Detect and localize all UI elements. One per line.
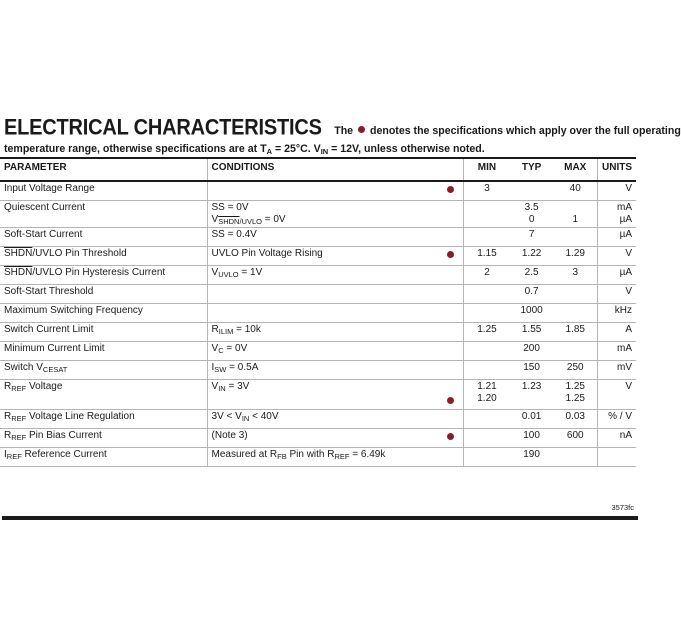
col-parameter: PARAMETER — [0, 158, 207, 181]
page-reference: 3573fc — [611, 503, 634, 512]
table-row: $I_{REF}$ Reference Current Measured at $R_{FB}$ Pin with $R_{REF} = 6.49k$ 190 — [0, 448, 636, 467]
bottom-rule — [2, 516, 638, 520]
table-row: Switch $V_{CESAT}$ $I_{SW} = 0.5A$ 150 250 mV — [0, 361, 636, 380]
table-row: SHDN/UVLO Pin Threshold UVLO Pin Voltage Rising 1.15 1.22 1.29 V — [0, 247, 636, 266]
col-conditions: CONDITIONS — [207, 158, 438, 181]
table-row: $R_{REF}$ Pin Bias Current (Note 3) 100 600 nA — [0, 429, 636, 448]
bullet-dot-icon — [447, 397, 454, 404]
header-description: The denotes the specifications which apply over the full operating — [334, 125, 681, 137]
col-bullet — [438, 158, 464, 181]
section-header — [4, 115, 681, 156]
bullet-dot-icon — [358, 126, 365, 133]
bullet-dot-icon — [447, 251, 454, 258]
bullet-dot-icon — [447, 186, 454, 193]
bullet-dot-icon — [447, 433, 454, 440]
table-row: $R_{REF}$ Voltage $V_{IN} = 3V$ 1.21 1.20 1.23 1.25 1.25 V — [0, 380, 636, 410]
table-row: SHDN/UVLO Pin Hysteresis Current $V_{UVLO} = 1V$ 2 2.5 3 µA — [0, 266, 636, 285]
table-row: Quiescent Current SS = 0V $V_{SHDN/UVLO} = 0V$ 3.5 0 1 mA µA — [0, 201, 636, 228]
table-row: Maximum Switching Frequency 1000 kHz — [0, 304, 636, 323]
col-min: MIN — [464, 158, 510, 181]
col-units: UNITS — [597, 158, 636, 181]
table-row: Soft-Start Current SS = 0.4V 7 µA — [0, 228, 636, 247]
table-header-row — [0, 158, 636, 181]
title-line — [4, 115, 681, 142]
col-typ: TYP — [510, 158, 554, 181]
table-row: Input Voltage Range 3 40 V — [0, 181, 636, 201]
table-row: Soft-Start Threshold 0.7 V — [0, 285, 636, 304]
header-description-line2: temperature range, otherwise specifications are at $T_A = 25^\circ C$. $V_{IN} = 12V$, unless otherwise noted. — [4, 143, 485, 156]
electrical-characteristics-table — [0, 157, 636, 467]
table-row: Switch Current Limit $R_{ILIM} = 10k$ 1.25 1.55 1.85 A — [0, 323, 636, 342]
table-row: Minimum Current Limit $V_C = 0V$ 200 mA — [0, 342, 636, 361]
section-title: ELECTRICAL CHARACTERISTICS — [4, 115, 322, 141]
col-max: MAX — [554, 158, 598, 181]
table-row: $R_{REF}$ Voltage Line Regulation $3V < V_{IN} < 40V$ 0.01 0.03 % / V — [0, 410, 636, 429]
